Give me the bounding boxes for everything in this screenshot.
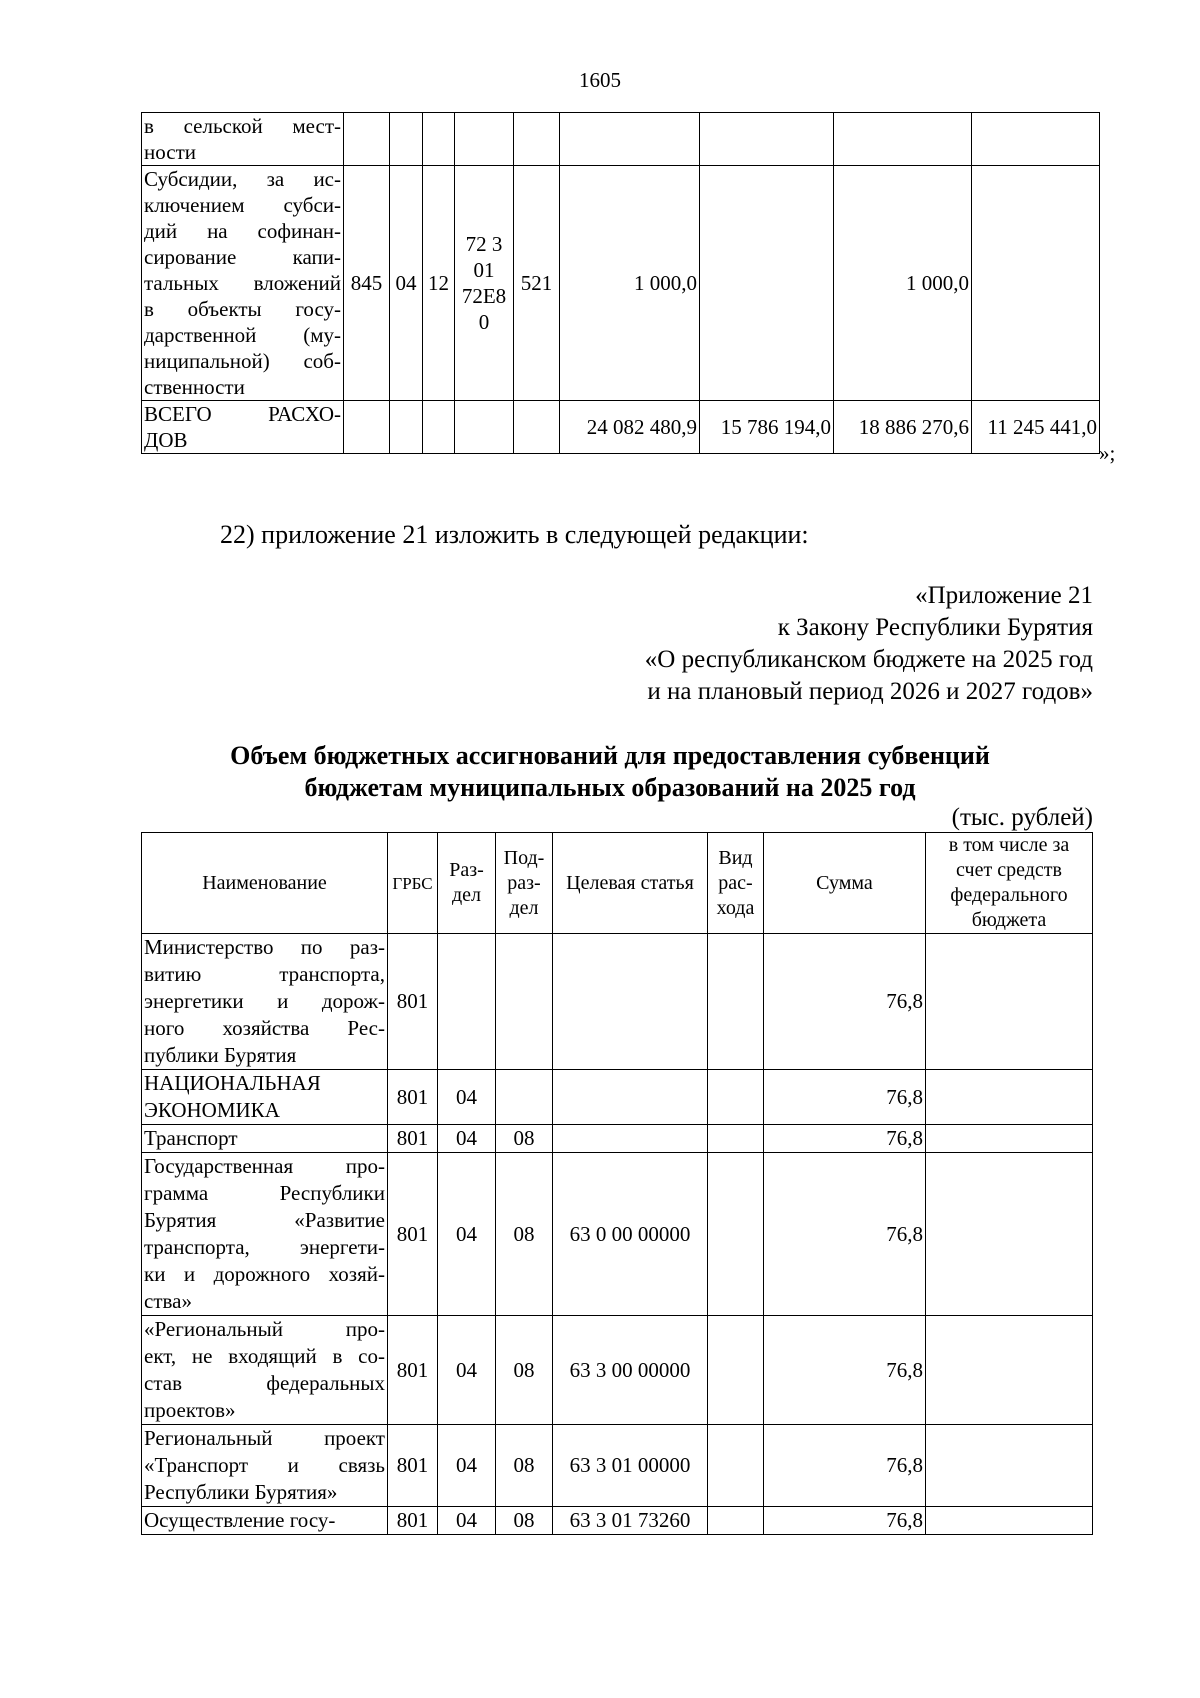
row-podrazdel: 08 (496, 1507, 553, 1535)
row-grbs: 801 (388, 1153, 438, 1316)
units-label: (тыс. рублей) (951, 804, 1093, 831)
row-name-line: энергетики и дорож- (144, 989, 385, 1013)
appendix-line: и на плановый период 2026 и 2027 годов» (647, 678, 1093, 705)
row-celevaya (553, 1125, 708, 1153)
row-vid (708, 934, 764, 1070)
row-grbs: 801 (388, 1425, 438, 1507)
row-podrazdel: 08 (496, 1316, 553, 1425)
row-razdel: 04 (438, 1316, 496, 1425)
row-razdel (438, 934, 496, 1070)
header-razdel-line: Раз- (449, 859, 484, 881)
row-celevaya (553, 934, 708, 1070)
document-title (150, 740, 1070, 804)
row-celevaya-line: 0 (478, 310, 490, 334)
table-row (142, 1507, 1093, 1535)
row-podrazdel: 08 (496, 1425, 553, 1507)
row-vid (514, 401, 560, 454)
row-celevaya: 63 3 01 00000 (553, 1425, 708, 1507)
row-name (142, 1316, 388, 1425)
header-federal-line: в том числе за (948, 834, 1070, 856)
row-sum-2026 (834, 113, 972, 166)
row-sum-2025-federal (700, 113, 834, 166)
row-grbs: 801 (388, 1507, 438, 1535)
row-name-line: тальных вложений (144, 271, 341, 295)
row-summa: 76,8 (764, 934, 926, 1070)
row-celevaya-line: 72 3 (465, 232, 503, 256)
row-celevaya (553, 1070, 708, 1125)
row-celevaya (455, 113, 514, 166)
header-vid-line: рас- (718, 871, 753, 894)
header-summa: Сумма (764, 833, 926, 934)
row-sum-2026-federal: 11 245 441,0 (972, 401, 1100, 454)
row-name (142, 1070, 388, 1125)
row-name (142, 1425, 388, 1507)
row-name-line: транспорта, энергети- (144, 1235, 385, 1259)
row-grbs: 801 (388, 1070, 438, 1125)
row-name (142, 166, 344, 401)
row-podrazdel: 12 (423, 166, 455, 401)
row-celevaya-line: 01 (473, 258, 495, 282)
row-name-line: витию транспорта, (144, 962, 385, 986)
row-razdel: 04 (438, 1507, 496, 1535)
row-name-line: дий на софинан- (144, 219, 341, 243)
row-name-line: ЭКОНОМИКА (144, 1098, 280, 1122)
row-federal (926, 1316, 1093, 1425)
row-sum-2026: 18 886 270,6 (834, 401, 972, 454)
row-name-line: грамма Республики (144, 1181, 385, 1205)
row-name-line: ности (144, 140, 196, 164)
header-podrazdel-line: раз- (507, 871, 541, 894)
row-sum-2026-federal (972, 166, 1100, 401)
row-vid (708, 1316, 764, 1425)
row-federal (926, 1125, 1093, 1153)
subventions-table (141, 832, 1093, 1535)
row-name (142, 1125, 388, 1153)
row-name (142, 1507, 388, 1535)
header-vid-line: Вид (718, 846, 753, 869)
row-name-line: ного хозяйства Рес- (144, 1016, 385, 1040)
row-vid: 521 (514, 166, 560, 401)
row-sum-2025 (560, 113, 700, 166)
row-summa: 76,8 (764, 1070, 926, 1125)
row-razdel: 04 (438, 1425, 496, 1507)
row-name-line: Бурятия «Развитие (144, 1208, 385, 1232)
row-celevaya: 63 3 01 73260 (553, 1507, 708, 1535)
appendix-line: к Закону Республики Бурятия (777, 614, 1093, 641)
row-summa: 76,8 (764, 1316, 926, 1425)
row-federal (926, 1507, 1093, 1535)
row-name-line: «Транспорт и связь (144, 1453, 385, 1477)
row-summa: 76,8 (764, 1125, 926, 1153)
row-name-line: ДОВ (144, 428, 188, 452)
row-sum-2025: 1 000,0 (560, 166, 700, 401)
row-razdel (390, 401, 423, 454)
row-name-line: Министерство по раз- (144, 935, 385, 959)
header-podrazdel-line: дел (509, 896, 539, 919)
row-name-line: Субсидии, за ис- (144, 167, 341, 191)
table-row (142, 1425, 1093, 1507)
table-row (142, 934, 1093, 1070)
row-celevaya (455, 401, 514, 454)
row-vid (708, 1425, 764, 1507)
row-name-line: «Региональный про- (144, 1317, 385, 1341)
row-grbs: 801 (388, 1125, 438, 1153)
main-table-body (142, 833, 1093, 1535)
table-row (142, 401, 1100, 454)
row-razdel: 04 (438, 1153, 496, 1316)
row-name (142, 1153, 388, 1316)
row-federal (926, 1425, 1093, 1507)
header-podrazdel-line: Под- (503, 846, 545, 869)
row-name-line: Транспорт (144, 1126, 238, 1150)
appendix-line: «Приложение 21 (915, 582, 1093, 609)
row-podrazdel (496, 934, 553, 1070)
row-podrazdel (423, 401, 455, 454)
header-federal-line: бюджета (971, 909, 1047, 931)
row-name-line: публики Бурятия (144, 1043, 297, 1067)
title-line: бюджетам муниципальных образований на 2025 год (304, 773, 916, 802)
row-razdel: 04 (438, 1070, 496, 1125)
row-name-line: ки и дорожного хозяй- (144, 1262, 385, 1286)
row-grbs: 801 (388, 934, 438, 1070)
row-name-line: ниципальной) соб- (144, 349, 341, 373)
row-name (142, 401, 344, 454)
row-name-line: в объекты госу- (144, 297, 341, 321)
page-number: 1605 (579, 68, 621, 92)
header-vid (708, 833, 764, 934)
row-name-line: ключением субси- (144, 193, 341, 217)
row-federal (926, 1153, 1093, 1316)
header-federal (926, 833, 1093, 934)
row-name-line: проектов» (144, 1398, 236, 1422)
row-name-line: в сельской мест- (144, 114, 341, 138)
row-podrazdel: 08 (496, 1125, 553, 1153)
header-name: Наименование (142, 833, 388, 934)
row-federal (926, 1070, 1093, 1125)
row-razdel: 04 (438, 1125, 496, 1153)
row-razdel (390, 113, 423, 166)
row-name-line: став федеральных (144, 1371, 385, 1395)
row-celevaya: 63 0 00 00000 (553, 1153, 708, 1316)
appendix-line: «О республиканском бюджете на 2025 год (644, 646, 1093, 673)
row-summa: 76,8 (764, 1425, 926, 1507)
row-grbs: 845 (344, 166, 390, 401)
table-row (142, 166, 1100, 401)
row-razdel: 04 (390, 166, 423, 401)
row-sum-2025-federal: 15 786 194,0 (700, 401, 834, 454)
row-name-line: Государственная про- (144, 1154, 385, 1178)
header-vid-line: хода (716, 896, 755, 919)
row-vid (708, 1153, 764, 1316)
table-row (142, 1316, 1093, 1425)
closing-quote: »; (1099, 441, 1116, 465)
row-grbs: 801 (388, 1316, 438, 1425)
row-grbs (344, 113, 390, 166)
row-summa: 76,8 (764, 1153, 926, 1316)
row-celevaya-line: 72Е8 (461, 284, 507, 308)
row-name-line: Республики Бурятия» (144, 1480, 338, 1504)
table-row (142, 1070, 1093, 1125)
row-name (142, 934, 388, 1070)
top-table-body (142, 113, 1100, 454)
row-vid (708, 1507, 764, 1535)
header-celevaya: Целевая статья (553, 833, 708, 934)
row-name-line: ственности (144, 375, 245, 399)
table-row (142, 113, 1100, 166)
row-sum-2025: 24 082 480,9 (560, 401, 700, 454)
amendment-paragraph: 22) приложение 21 изложить в следующей редакции: (220, 520, 809, 549)
row-summa: 76,8 (764, 1507, 926, 1535)
row-name (142, 113, 344, 166)
row-podrazdel: 08 (496, 1153, 553, 1316)
row-name-line: дарственной (му- (144, 323, 341, 347)
appendix-header (645, 580, 1093, 708)
row-name-line: Осуществление госу- (144, 1508, 336, 1532)
row-vid (708, 1070, 764, 1125)
row-podrazdel (423, 113, 455, 166)
header-razdel (438, 833, 496, 934)
header-razdel-line: дел (451, 884, 482, 906)
table-header-row (142, 833, 1093, 934)
row-grbs (344, 401, 390, 454)
table-row (142, 1153, 1093, 1316)
title-line: Объем бюджетных ассигнований для предоставления субвенций (230, 741, 990, 770)
row-sum-2026-federal (972, 113, 1100, 166)
row-name-line: ВСЕГО РАСХО- (144, 402, 341, 426)
table-row (142, 1125, 1093, 1153)
row-federal (926, 934, 1093, 1070)
row-vid (514, 113, 560, 166)
header-federal-line: счет средств (956, 859, 1062, 881)
row-sum-2026: 1 000,0 (834, 166, 972, 401)
row-name-line: ства» (144, 1289, 192, 1313)
budget-expenses-table (141, 112, 1100, 454)
header-federal-line: федерального (950, 884, 1068, 906)
row-celevaya (455, 166, 514, 401)
row-vid (708, 1125, 764, 1153)
row-celevaya: 63 3 00 00000 (553, 1316, 708, 1425)
row-name-line: ект, не входящий в со- (144, 1344, 385, 1368)
header-podrazdel (496, 833, 553, 934)
row-sum-2025-federal (700, 166, 834, 401)
header-grbs: ГРБС (388, 833, 438, 934)
row-name-line: Региональный проект (144, 1426, 385, 1450)
row-name-line: сирование капи- (144, 245, 341, 269)
row-name-line: НАЦИОНАЛЬНАЯ (144, 1071, 321, 1095)
row-podrazdel (496, 1070, 553, 1125)
